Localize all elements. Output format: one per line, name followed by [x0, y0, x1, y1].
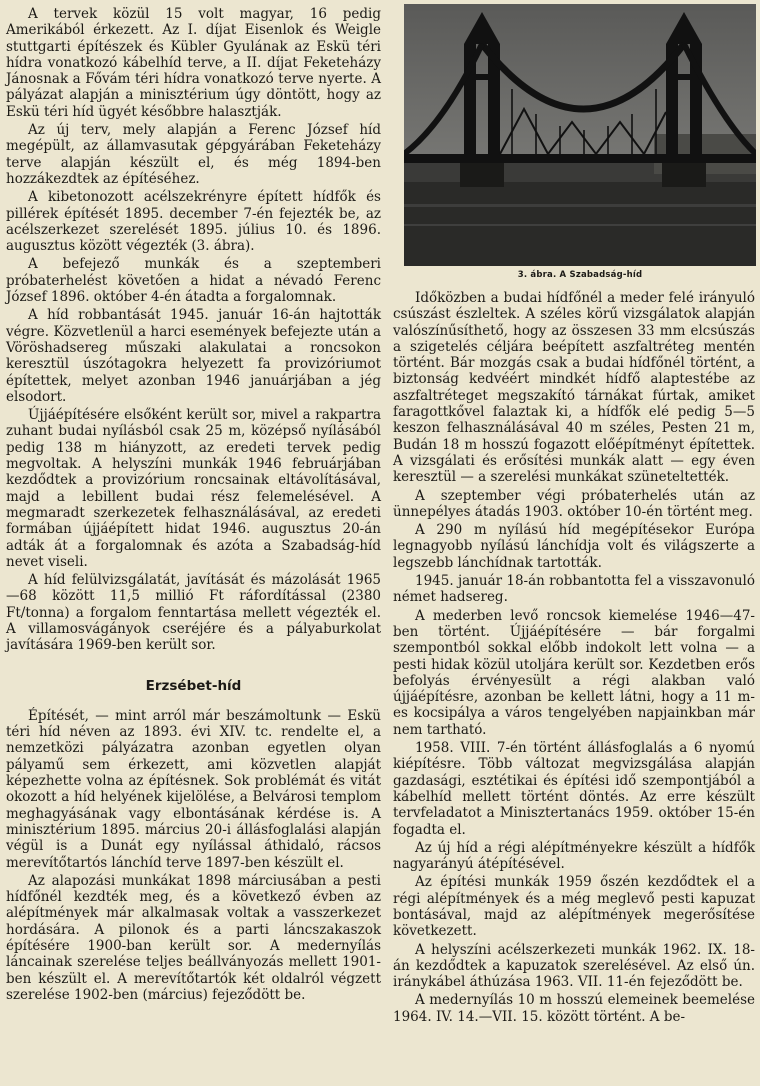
- bridge-photo: [404, 4, 756, 266]
- paragraph: A tervek közül 15 volt magyar, 16 pedig Amerikából érkezett. Az I. díjat Eisenlok és Weigle stuttgarti építészek és Kübler Gyulának az Eskü téri hídra vonatkozó kábelhíd terve, a II. díjat Feketeházy Jánosnak a Fővám téri hídra vonatkozó terve nyerte. A pályázat alapján a minisztérium úgy döntött, hogy az Eskü téri híd ügyét későbbre halasztják.: [6, 6, 381, 120]
- paragraph: A mederben levő roncsok kiemelése 1946—47-ben történt. Újjáépítésére — bár forgalmi szempontból sokkal előbb indokolt lett volna — a pesti hidak közül utoljára került sor. Kezdetben erős befolyás érvényesült a régi alakban való újjáépítésre, azonban be kellett látni, hogy a 11 m-es kocsipálya a város tengelyében napjainkban már nem tartható.: [393, 607, 755, 738]
- paragraph: Időközben a budai hídfőnél a meder felé irányuló csúszást észleltek. A széles körű vizsgálatok alapján valószínűsíthető, hogy az összesen 33 mm elcsúszás a szigetelés céljára beépített aszfaltréteg mentén történt. Bár mozgás csak a budai hídfőnél történt, a biztonság kedvéért mindkét hídfő alaptestébe az aszfaltréteget megszakító tárnákat fúrtak, amiket faragottkővel falaztak ki, a hídfők elé pedig 5—5 keszon felhasználásával 40 m széles, Pesten 21 m, Budán 18 m hosszú fogazott előépítményt építettek. A vizsgálati és erősítési munkák alatt — egy éven keresztül — a szerelési munkákat szüneteltették.: [393, 290, 755, 486]
- paragraph: A medernyílás 10 m hosszú elemeinek beemelése 1964. IV. 14.—VII. 15. között történt. A be-: [393, 992, 755, 1025]
- paragraph: Az új terv, mely alapján a Ferenc József híd megépült, az államvasutak gépgyárában Feketeházy terve alapján készült el, és még 1894-ben hozzákezdtek az építéséhez.: [6, 122, 381, 187]
- right-column: [393, 290, 755, 1025]
- paragraph: 1945. január 18-án robbantotta fel a visszavonuló német hadsereg.: [393, 573, 755, 606]
- paragraph: A helyszíni acélszerkezeti munkák 1962. IX. 18-án kezdődtek a kapuzatok szerelésével. Az első ún. iránykábel áthúzása 1963. VII. 11-én fejeződött be.: [393, 941, 755, 991]
- paragraph: A kibetonozott acélszekrényre épített hídfők és pillérek építését 1895. december 7-én fejezték be, az acélszerkezet szerelését 1895. július 10. és 1896. augusztus között végezték (3. ábra).: [6, 189, 381, 255]
- paragraph: A szeptember végi próbaterhelés után az ünnepélyes átadás 1903. október 10-én történt meg.: [393, 487, 755, 520]
- left-column: [6, 6, 381, 1003]
- paragraph: A befejező munkák és a szeptemberi próbaterhelést követően a hidat a névadó Ferenc József 1896. október 4-én átadta a forgalomnak.: [6, 256, 381, 306]
- paragraph: Az alapozási munkákat 1898 márciusában a pesti hídfőnél kezdték meg, és a következő évben az alépítmények már alkalmasak voltak a vasszerkezet hordására. A pilonok és a parti láncszakaszok építésére 1900-ban került sor. A medernyílás láncainak szerelése teljes beállványozás mellett 1901-ben készült el. A merevítőtartók két oldalról végzett szerelése 1902-ben (március) fejeződött be.: [6, 872, 381, 1003]
- paragraph: A 290 m nyílású híd megépítésekor Európa legnagyobb nyílású lánchídja volt és világszerte a legszebb lánchídnak tartották.: [393, 522, 755, 571]
- paragraph: A híd felülvizsgálatát, javítását és mázolását 1965—68 között 11,5 millió Ft ráfordítással (2380 Ft/tonna) a forgalom fenntartása mellett végezték el. A villamosvágányok cseréjére és a pályaburkolat javítására 1969-ben került sor.: [6, 572, 381, 654]
- paragraph: Az építési munkák 1959 őszén kezdődtek el a régi alépítmények és a még meglevő pesti kapuzat bontásával, majd az alépítmények megerősítése következett.: [393, 874, 755, 940]
- paragraph: A híd robbantását 1945. január 16-án hajtották végre. Közvetlenül a harci események befejezte után a Vöröshadsereg műszaki alakulatai a roncsokon keresztül úszótagokra helyezett fa provizóriumot építettek, melyet azonban 1946 januárjában a jég elsodort.: [6, 307, 381, 405]
- paragraph: Az új híd a régi alépítményekre készült a hídfők nagyarányú átépítésével.: [393, 839, 755, 873]
- section-heading: Erzsébet-híd: [145, 677, 242, 694]
- paragraph: Újjáépítésére elsőként került sor, mivel a rakpartra zuhant budai nyílásból csak 25 m, középső nyílásából pedig 138 m hiányzott, az eredeti tervek pedig megvoltak. A helyszíni munkák 1946 februárjában kezdődtek a provizórium roncsainak eltávolításával, majd a lebillent budai rész felemelésével. A megmaradt szerkezetek felhasználásával, az eredeti formában újjáépített hidat 1946. augusztus 20-án adták át a forgalomnak és azóta a Szabadság-híd nevet viseli.: [6, 407, 381, 570]
- bridge-illustration: [404, 4, 756, 266]
- paragraph: 1958. VIII. 7-én történt állásfoglalás a 6 nyomú kiépítésre. Több változat megvizsgálása alapján gazdasági, esztétikai és építési idő szempontjából a kábelhíd mellett történt döntés. Az erre készült tervfeladatot a Minisztertanács 1959. október 15-én fogadta el.: [393, 740, 755, 838]
- paragraph: Építését, — mint arról már beszámoltunk — Eskü téri híd néven az 1893. évi XIV. tc. rendelte el, a nemzetközi pályázatra azonban egyetlen olyan pályamű sem érkezett, ami közvetlen alapját képezhette volna az építésnek. Sok problémát és vitát okozott a híd helyének kijelölése, a Belvárosi templom meghagyásának vagy elbontásának kérdése is. A minisztérium 1895. március 20-i állásfoglalási alapján végül is a Dunát egy nyílással áthidaló, rácsos merevítőtartós lánchíd terve 1897-ben készült el.: [6, 707, 381, 871]
- figure-caption: 3. ábra. A Szabadság-híd: [517, 270, 643, 280]
